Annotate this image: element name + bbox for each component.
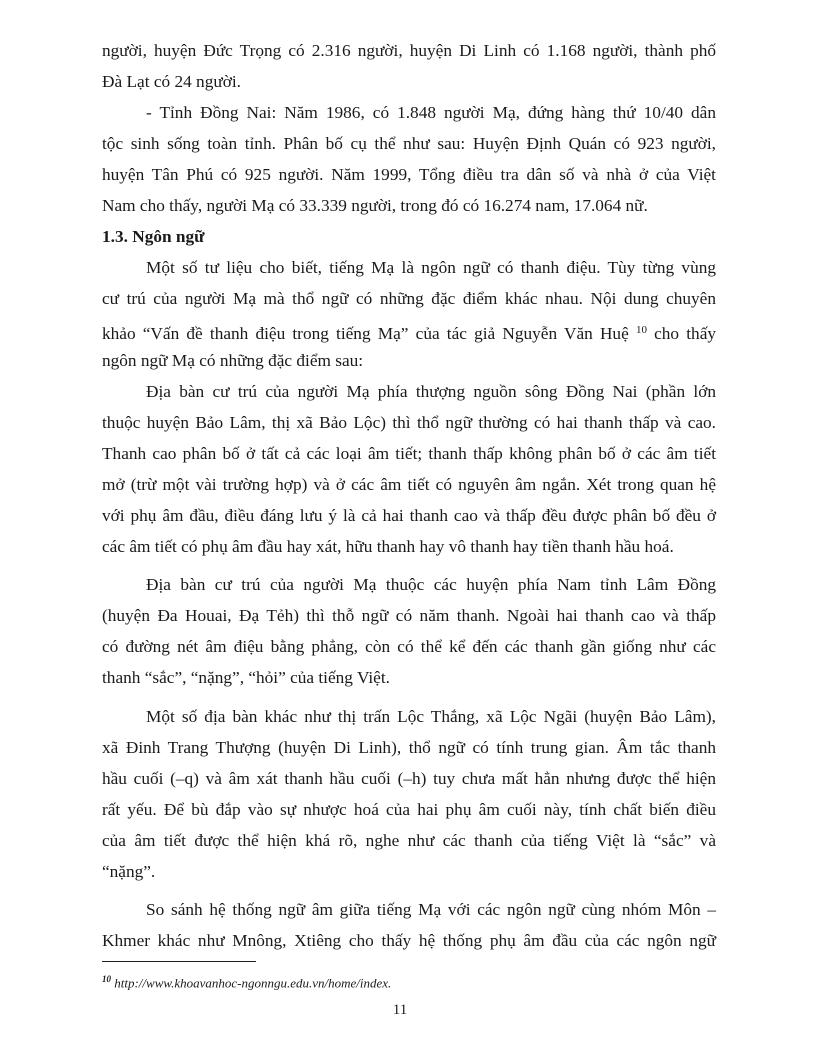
text-line: Một số tư liệu cho biết, tiếng Mạ là ngôn ngữ có thanh điệu. Tùy từng vùng	[146, 258, 716, 277]
page-number: 11	[392, 1002, 408, 1018]
text-line: cư trú của người Mạ mà thổ ngữ có những đặc điểm khác nhau. Nội dung chuyên	[102, 289, 716, 308]
footnote-link[interactable]: http://www.khoavanhoc-ngonngu.edu.vn/home/index.	[114, 975, 392, 991]
text-line: mở (trừ một vài trường hợp) và ở các âm tiết có nguyên âm ngắn. Xét trong quan hệ	[102, 475, 716, 494]
text-line: huyện Tân Phú có 925 người. Năm 1999, Tổng điều tra dân số và nhà ở của Việt	[102, 165, 716, 184]
text-line: tộc sinh sống toàn tỉnh. Phân bố cụ thể như sau: Huyện Định Quán có 923 người,	[102, 134, 716, 153]
text-segment: khảo “Vấn đề thanh điệu trong tiếng Mạ” của tác giả Nguyễn Văn Huệ	[102, 324, 629, 343]
text-line: người, huyện Đức Trọng có 2.316 người, huyện Di Linh có 1.168 người, thành phố	[102, 41, 716, 60]
footnote-number: 10	[102, 974, 111, 984]
text-line: - Tỉnh Đồng Nai: Năm 1986, có 1.848 người Mạ, đứng hàng thứ 10/40 dân	[146, 103, 716, 122]
text-line: Đà Lạt có 24 người.	[102, 72, 241, 91]
text-line: Địa bàn cư trú của người Mạ thuộc các huyện phía Nam tỉnh Lâm Đồng	[146, 575, 716, 594]
text-line: các âm tiết có phụ âm đầu hay xát, hữu thanh hay vô thanh hay tiền thanh hầu hoá.	[102, 537, 674, 556]
text-line: Thanh cao phân bố ở tất cả các loại âm tiết; thanh thấp không phân bố ở các âm tiết	[102, 444, 716, 463]
text-line: xã Đinh Trang Thượng (huyện Di Linh), thổ ngữ có tính trung gian. Âm tắc thanh	[102, 738, 716, 757]
text-line: với phụ âm đầu, điều đáng lưu ý là cả hai thanh cao và thấp đều được phân bố đều ở	[102, 506, 716, 525]
text-line: Khmer khác như Mnông, Xtiêng cho thấy hệ thống phụ âm đầu của các ngôn ngữ	[102, 931, 716, 950]
text-line: (huyện Đa Houai, Đạ Tẻh) thì thỗ ngữ có năm thanh. Ngoài hai thanh cao và thấp	[102, 606, 716, 625]
text-line: của âm tiết được thể hiện khá rõ, nghe như các thanh của tiếng Việt là “sắc” và	[102, 831, 716, 850]
text-line: thuộc huyện Bảo Lâm, thị xã Bảo Lộc) thì thổ ngữ thường có hai thanh thấp và cao.	[102, 413, 716, 432]
text-line: “nặng”.	[102, 862, 156, 881]
text-line: Một số địa bàn khác như thị trấn Lộc Thắng, xã Lộc Ngãi (huyện Bảo Lâm),	[146, 707, 716, 726]
section-heading: 1.3. Ngôn ngữ	[102, 227, 205, 246]
footnote-reference[interactable]: 10	[635, 324, 647, 336]
text-line: thanh “sắc”, “nặng”, “hỏi” của tiếng Việt.	[102, 668, 390, 687]
text-line: ngôn ngữ Mạ có những đặc điểm sau:	[102, 351, 364, 370]
text-line	[102, 319, 716, 341]
text-line: Địa bàn cư trú của người Mạ phía thượng nguồn sông Đồng Nai (phần lớn	[146, 382, 716, 401]
text-segment: cho thấy	[654, 324, 717, 343]
footnote	[102, 970, 602, 992]
text-line: có đường nét âm điệu bằng phẳng, còn có thể kể đến các thanh gần giống như các	[102, 637, 716, 656]
text-line: rất yếu. Để bù đắp vào sự nhược hoá của hai phụ âm cuối này, tính chất biến điều	[102, 800, 716, 819]
footnote-separator	[102, 961, 256, 962]
text-line: Nam cho thấy, người Mạ có 33.339 người, trong đó có 16.274 nam, 17.064 nữ.	[102, 196, 648, 215]
text-line: hầu cuối (–q) và âm xát thanh hầu cuối (–h) tuy chưa mất hẳn nhưng được thể hiện	[102, 769, 716, 788]
text-line: So sánh hệ thống ngữ âm giữa tiếng Mạ với các ngôn ngữ cùng nhóm Môn –	[146, 900, 716, 919]
